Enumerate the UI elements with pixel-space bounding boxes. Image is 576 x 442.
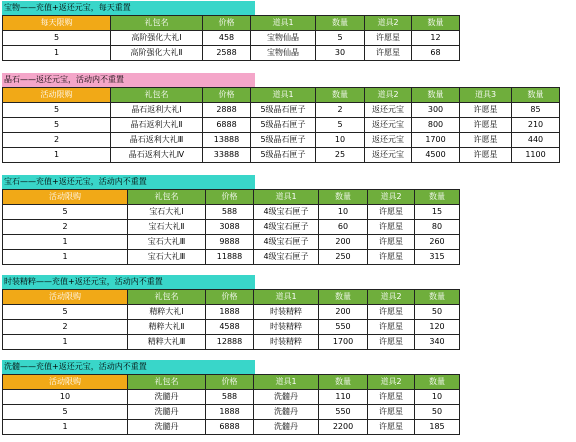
table-cell: 10: [3, 390, 128, 405]
table-cell: 1888: [206, 405, 254, 420]
table-cell: 250: [319, 250, 368, 265]
header-cell: 道具1: [254, 375, 319, 390]
table-cell: 5级晶石匣子: [251, 148, 316, 163]
header-cell: 礼包名: [111, 16, 203, 31]
section-title: 时装精粹——充值+返还元宝，活动内不重置: [2, 275, 255, 289]
table-cell: 时装精粹: [254, 320, 319, 335]
table-row: [3, 390, 460, 405]
table-cell: 精粹大礼Ⅲ: [128, 335, 206, 350]
header-cell: 活动限购: [3, 375, 128, 390]
table-cell: 200: [319, 235, 368, 250]
header-cell: 道具2: [368, 375, 415, 390]
header-cell: 道具1: [251, 88, 316, 103]
table-cell: 高阶强化大礼Ⅱ: [111, 46, 203, 61]
table-cell: 185: [415, 420, 460, 435]
header-cell: 礼包名: [111, 88, 203, 103]
table-cell: 精粹大礼Ⅰ: [128, 305, 206, 320]
section-title: 宝石——充值+返还元宝，活动内不重置: [2, 175, 255, 189]
table-cell: 洗髓丹: [128, 390, 206, 405]
table-cell: 5: [316, 31, 365, 46]
header-cell: 道具3: [460, 88, 512, 103]
section-crystal: [2, 73, 560, 163]
table-cell: 4级宝石匣子: [254, 220, 319, 235]
table-cell: 许愿星: [368, 390, 415, 405]
table-cell: 5: [3, 205, 128, 220]
table-cell: 返还元宝: [365, 133, 412, 148]
table-cell: 300: [412, 103, 460, 118]
table-cell: 10: [415, 390, 460, 405]
table-cell: 50: [415, 305, 460, 320]
header-cell: 数量: [319, 290, 368, 305]
table-cell: 315: [415, 250, 460, 265]
table-cell: 宝物仙晶: [251, 31, 316, 46]
table-cell: 4级宝石匣子: [254, 205, 319, 220]
table-cell: 85: [512, 103, 560, 118]
table-cell: 宝石大礼Ⅲ: [128, 250, 206, 265]
table-cell: 许愿星: [460, 103, 512, 118]
table-cell: 晶石返利大礼Ⅳ: [111, 148, 203, 163]
section-title: 宝物——充值+返还元宝，每天重置: [2, 1, 255, 15]
table-cell: 30: [316, 46, 365, 61]
table-cell: 340: [415, 335, 460, 350]
header-cell: 活动限购: [3, 290, 128, 305]
table-cell: 宝石大礼Ⅰ: [128, 205, 206, 220]
table-cell: 许愿星: [460, 118, 512, 133]
table-cell: 5: [3, 31, 111, 46]
table-cell: 4588: [206, 320, 254, 335]
table-cell: 5级晶石匣子: [251, 118, 316, 133]
table-cell: 458: [203, 31, 251, 46]
header-cell: 价格: [203, 16, 251, 31]
table-row: [3, 133, 560, 148]
table-cell: 时装精粹: [254, 305, 319, 320]
table-cell: 13888: [203, 133, 251, 148]
table-cell: 550: [319, 405, 368, 420]
table-cell: 15: [415, 205, 460, 220]
table-row: [3, 46, 460, 61]
table-cell: 高阶强化大礼Ⅰ: [111, 31, 203, 46]
gift-table: [2, 374, 460, 435]
header-cell: 价格: [206, 190, 254, 205]
table-row: [3, 220, 460, 235]
header-cell: 礼包名: [128, 375, 206, 390]
table-cell: 晶石返利大礼Ⅰ: [111, 103, 203, 118]
table-cell: 许愿星: [460, 148, 512, 163]
table-cell: 4级宝石匣子: [254, 250, 319, 265]
table-cell: 5: [3, 305, 128, 320]
header-cell: 道具2: [365, 16, 412, 31]
table-cell: 2888: [203, 103, 251, 118]
header-cell: 数量: [412, 88, 460, 103]
header-cell: 数量: [316, 16, 365, 31]
header-cell: 数量: [319, 375, 368, 390]
section-title: 洗髓——充值+返还元宝，活动内不重置: [2, 360, 255, 374]
table-cell: 120: [415, 320, 460, 335]
table-cell: 洗髓丹: [254, 420, 319, 435]
table-cell: 50: [415, 405, 460, 420]
table-cell: 2: [3, 320, 128, 335]
header-cell: 数量: [512, 88, 560, 103]
table-cell: 1700: [412, 133, 460, 148]
table-cell: 洗髓丹: [128, 405, 206, 420]
gift-table: [2, 15, 460, 61]
table-cell: 1: [3, 148, 111, 163]
table-header-row: [3, 16, 460, 31]
table-cell: 1: [3, 250, 128, 265]
table-cell: 许愿星: [368, 205, 415, 220]
table-cell: 60: [319, 220, 368, 235]
header-cell: 价格: [206, 375, 254, 390]
table-cell: 5: [3, 405, 128, 420]
table-cell: 5: [3, 118, 111, 133]
header-cell: 数量: [415, 190, 460, 205]
header-cell: 道具2: [368, 190, 415, 205]
table-cell: 2200: [319, 420, 368, 435]
table-cell: 5: [316, 118, 365, 133]
header-cell: 数量: [412, 16, 460, 31]
table-cell: 440: [512, 133, 560, 148]
table-cell: 588: [206, 390, 254, 405]
gift-table: [2, 189, 460, 265]
section-marrow-wash: [2, 360, 460, 435]
header-cell: 数量: [316, 88, 365, 103]
gift-table: [2, 289, 460, 350]
table-cell: 4级宝石匣子: [254, 235, 319, 250]
table-header-row: [3, 290, 460, 305]
table-cell: 210: [512, 118, 560, 133]
section-treasure: [2, 1, 460, 61]
table-cell: 9888: [206, 235, 254, 250]
section-gem: [2, 175, 460, 265]
table-cell: 110: [319, 390, 368, 405]
header-cell: 道具1: [254, 290, 319, 305]
table-cell: 许愿星: [365, 46, 412, 61]
table-cell: 晶石返利大礼Ⅲ: [111, 133, 203, 148]
table-cell: 许愿星: [368, 320, 415, 335]
table-cell: 10: [316, 133, 365, 148]
table-cell: 588: [206, 205, 254, 220]
header-cell: 数量: [415, 290, 460, 305]
table-row: [3, 205, 460, 220]
header-cell: 道具2: [365, 88, 412, 103]
table-row: [3, 31, 460, 46]
table-cell: 1: [3, 46, 111, 61]
header-cell: 价格: [206, 290, 254, 305]
table-cell: 550: [319, 320, 368, 335]
table-cell: 精粹大礼Ⅱ: [128, 320, 206, 335]
table-row: [3, 250, 460, 265]
table-cell: 2588: [203, 46, 251, 61]
table-row: [3, 305, 460, 320]
table-cell: 80: [415, 220, 460, 235]
table-cell: 宝物仙晶: [251, 46, 316, 61]
table-cell: 许愿星: [368, 405, 415, 420]
header-cell: 礼包名: [128, 190, 206, 205]
table-cell: 68: [412, 46, 460, 61]
table-row: [3, 420, 460, 435]
header-cell: 道具2: [368, 290, 415, 305]
header-cell: 价格: [203, 88, 251, 103]
table-cell: 1100: [512, 148, 560, 163]
table-cell: 许愿星: [368, 305, 415, 320]
header-cell: 数量: [319, 190, 368, 205]
table-cell: 3088: [206, 220, 254, 235]
header-cell: 道具1: [254, 190, 319, 205]
table-cell: 1700: [319, 335, 368, 350]
table-cell: 许愿星: [368, 220, 415, 235]
table-cell: 1: [3, 335, 128, 350]
header-cell: 每天限购: [3, 16, 111, 31]
table-cell: 25: [316, 148, 365, 163]
table-cell: 1888: [206, 305, 254, 320]
table-cell: 10: [319, 205, 368, 220]
table-cell: 2: [3, 220, 128, 235]
table-cell: 1: [3, 420, 128, 435]
table-cell: 1: [3, 235, 128, 250]
table-cell: 许愿星: [368, 335, 415, 350]
table-row: [3, 405, 460, 420]
table-cell: 许愿星: [365, 31, 412, 46]
table-cell: 800: [412, 118, 460, 133]
table-cell: 5: [3, 103, 111, 118]
table-cell: 返还元宝: [365, 103, 412, 118]
table-cell: 时装精粹: [254, 335, 319, 350]
header-cell: 活动限购: [3, 88, 111, 103]
header-cell: 活动限购: [3, 190, 128, 205]
header-cell: 数量: [415, 375, 460, 390]
header-cell: 道具1: [251, 16, 316, 31]
table-row: [3, 235, 460, 250]
header-cell: 礼包名: [128, 290, 206, 305]
table-row: [3, 320, 460, 335]
table-cell: 260: [415, 235, 460, 250]
table-cell: 2: [316, 103, 365, 118]
table-cell: 洗髓丹: [254, 405, 319, 420]
table-cell: 4500: [412, 148, 460, 163]
table-row: [3, 103, 560, 118]
table-cell: 6888: [203, 118, 251, 133]
table-header-row: [3, 375, 460, 390]
table-row: [3, 148, 560, 163]
table-cell: 洗髓丹: [128, 420, 206, 435]
table-cell: 5级晶石匣子: [251, 133, 316, 148]
table-header-row: [3, 190, 460, 205]
table-cell: 33888: [203, 148, 251, 163]
table-header-row: [3, 88, 560, 103]
table-cell: 200: [319, 305, 368, 320]
table-cell: 12: [412, 31, 460, 46]
table-cell: 5级晶石匣子: [251, 103, 316, 118]
table-row: [3, 118, 560, 133]
table-cell: 宝石大礼Ⅱ: [128, 220, 206, 235]
table-cell: 宝石大礼Ⅲ: [128, 235, 206, 250]
table-cell: 12888: [206, 335, 254, 350]
table-cell: 返还元宝: [365, 118, 412, 133]
table-cell: 许愿星: [368, 420, 415, 435]
table-row: [3, 335, 460, 350]
table-cell: 2: [3, 133, 111, 148]
table-cell: 洗髓丹: [254, 390, 319, 405]
table-cell: 6888: [206, 420, 254, 435]
table-cell: 11888: [206, 250, 254, 265]
section-fashion-essence: [2, 275, 460, 350]
table-cell: 返还元宝: [365, 148, 412, 163]
gift-table: [2, 87, 560, 163]
table-cell: 许愿星: [460, 133, 512, 148]
table-cell: 许愿星: [368, 250, 415, 265]
table-cell: 晶石返利大礼Ⅱ: [111, 118, 203, 133]
table-cell: 许愿星: [368, 235, 415, 250]
section-title: 晶石——返还元宝，活动内不重置: [2, 73, 255, 87]
